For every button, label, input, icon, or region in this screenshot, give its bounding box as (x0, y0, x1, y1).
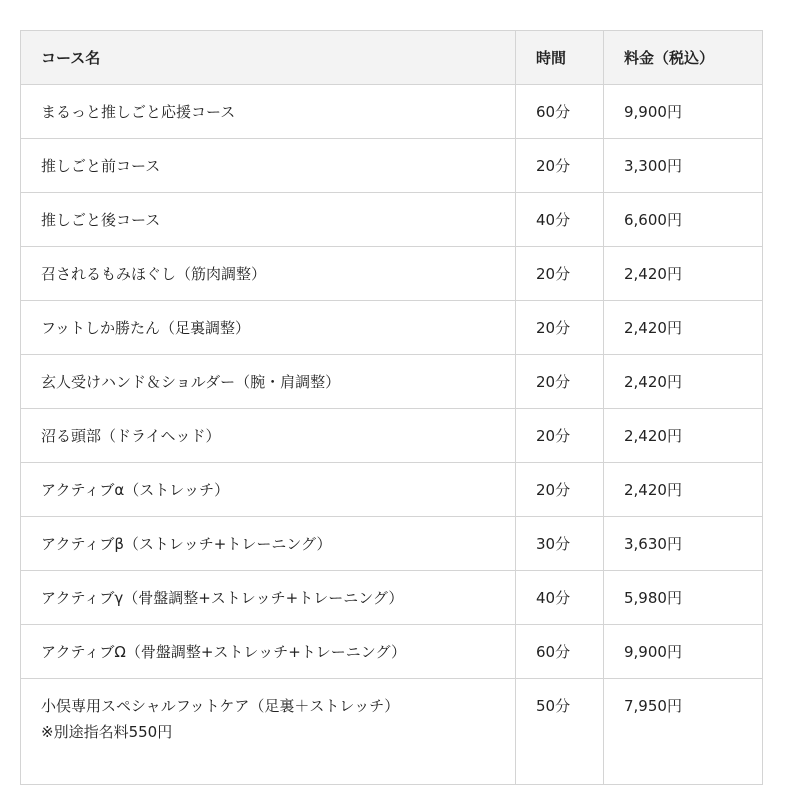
price-cell: 2,420円 (604, 247, 763, 301)
table-row (21, 625, 763, 679)
course-name-cell: 推しごと後コース (21, 193, 516, 247)
course-name-cell (21, 679, 516, 785)
table-row (21, 409, 763, 463)
table-row (21, 571, 763, 625)
table-row (21, 247, 763, 301)
course-name-cell: 沼る頭部（ドライヘッド） (21, 409, 516, 463)
price-cell: 3,300円 (604, 139, 763, 193)
header-time: 時間 (516, 31, 604, 85)
course-name-cell: 玄人受けハンド＆ショルダー（腕・肩調整） (21, 355, 516, 409)
price-cell: 5,980円 (604, 571, 763, 625)
price-cell: 6,600円 (604, 193, 763, 247)
price-cell: 9,900円 (604, 85, 763, 139)
header-price: 料金（税込） (604, 31, 763, 85)
table-header (21, 31, 763, 85)
course-name-text: 小俣専用スペシャルフットケア（足裏＋ストレッチ） (41, 697, 400, 715)
header-course-name: コース名 (21, 31, 516, 85)
price-cell: 2,420円 (604, 355, 763, 409)
table-body (21, 85, 763, 785)
course-price-table (20, 30, 763, 785)
course-name-cell: 推しごと前コース (21, 139, 516, 193)
course-name-cell: まるっと推しごと応援コース (21, 85, 516, 139)
nomination-fee-note: ※別途指名料550円 (41, 723, 173, 741)
table-row (21, 139, 763, 193)
time-cell: 40分 (516, 571, 604, 625)
time-cell: 20分 (516, 247, 604, 301)
time-cell: 20分 (516, 409, 604, 463)
table-row (21, 679, 763, 785)
time-cell: 20分 (516, 139, 604, 193)
course-name-cell: アクティブβ（ストレッチ+トレーニング） (21, 517, 516, 571)
time-cell: 60分 (516, 85, 604, 139)
price-cell: 2,420円 (604, 301, 763, 355)
course-name-cell: アクティブα（ストレッチ） (21, 463, 516, 517)
time-cell: 20分 (516, 463, 604, 517)
price-cell: 9,900円 (604, 625, 763, 679)
time-cell: 30分 (516, 517, 604, 571)
price-cell: 3,630円 (604, 517, 763, 571)
time-cell: 20分 (516, 301, 604, 355)
table-row (21, 85, 763, 139)
time-cell: 60分 (516, 625, 604, 679)
course-name-cell: アクティブγ（骨盤調整+ストレッチ+トレーニング） (21, 571, 516, 625)
header-row (21, 31, 763, 85)
course-name-cell: フットしか勝たん（足裏調整） (21, 301, 516, 355)
table-row (21, 301, 763, 355)
price-cell: 7,950円 (604, 679, 763, 785)
course-name-cell: 召されるもみほぐし（筋肉調整） (21, 247, 516, 301)
time-cell: 40分 (516, 193, 604, 247)
time-cell: 20分 (516, 355, 604, 409)
course-name-cell: アクティブΩ（骨盤調整+ストレッチ+トレーニング） (21, 625, 516, 679)
table-row (21, 355, 763, 409)
table-row (21, 463, 763, 517)
table-row (21, 517, 763, 571)
time-cell: 50分 (516, 679, 604, 785)
course-price-table-container (20, 30, 762, 785)
price-cell: 2,420円 (604, 463, 763, 517)
price-cell: 2,420円 (604, 409, 763, 463)
table-row (21, 193, 763, 247)
